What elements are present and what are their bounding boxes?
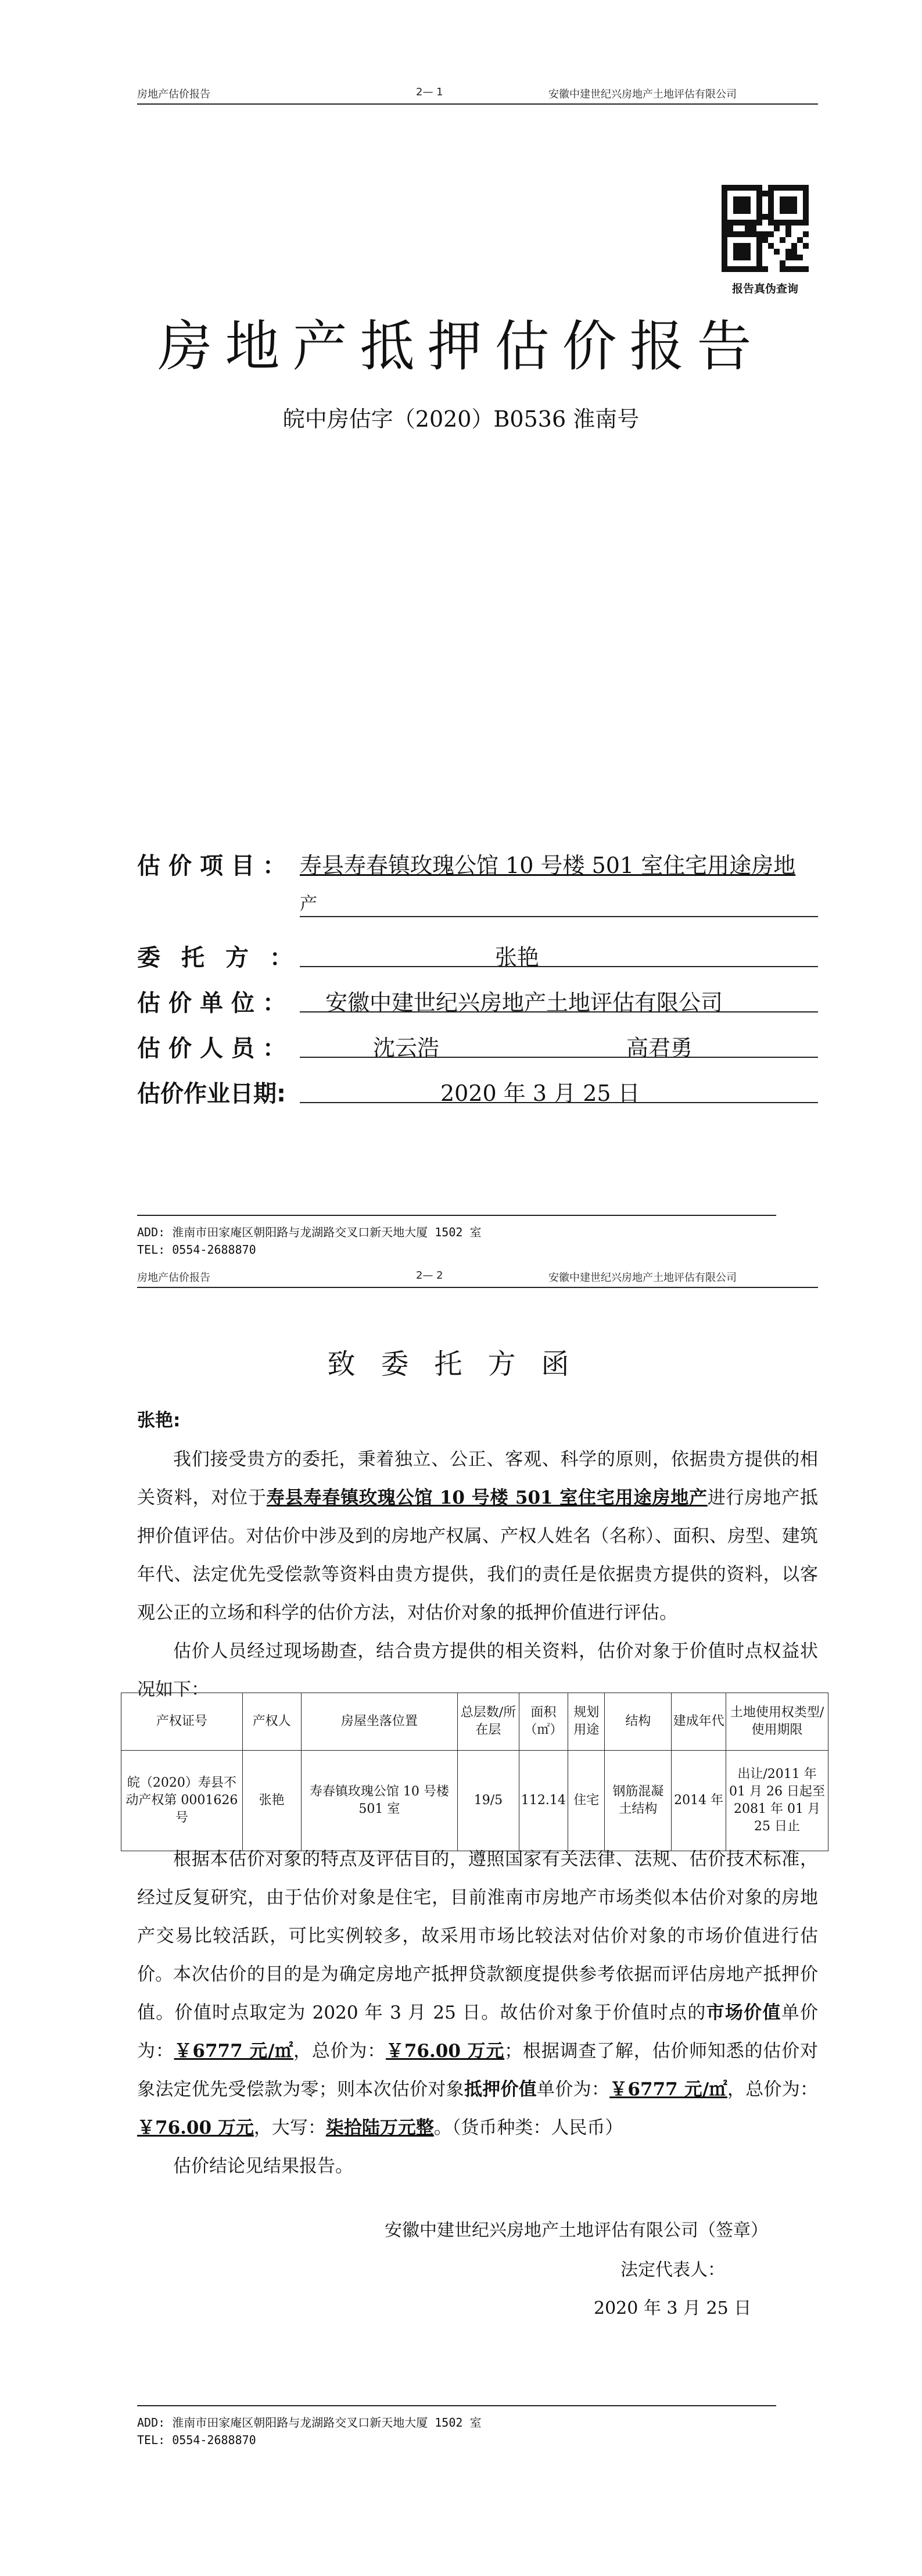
page2-header-right: 安徽中建世纪兴房地产土地评估有限公司 — [548, 1272, 737, 1284]
page2-header-left: 房地产估价报告 — [137, 1272, 210, 1284]
page2-header-rule — [137, 1287, 818, 1288]
table-cell: 2014 年 — [672, 1751, 726, 1851]
page1-header-right: 安徽中建世纪兴房地产土地评估有限公司 — [548, 88, 737, 101]
letter-paragraph-1: 我们接受贵方的委托，秉着独立、公正、客观、科学的原则，依据贵方提供的相关资料，对位于寿县寿春镇玫瑰公馆 10 号楼 501 室住宅用途房地产进行房地产抵押价值评估。对估价中涉及到的房地产权属、产权人姓名（名称）、面积、房型、建筑年代、法定优先受偿款等资料由贵方提供，我们的责任是依据贵方提供的资料，以客观公正的立场和科学的估价方法，对估价对象的抵押价值进行评估。 — [137, 1449, 818, 1623]
field-underline-appraisers — [300, 1057, 818, 1058]
field-label-appraiser-unit: 估价单位： — [137, 990, 294, 1017]
page1-footer-tel: TEL: 0554-2688870 — [137, 1243, 256, 1257]
page1-footer-address: ADD: 淮南市田家庵区朝阳路与龙湖路交叉口新天地大厦 1502 室 — [137, 1225, 482, 1239]
field-value-appraiser-unit: 安徽中建世纪兴房地产土地评估有限公司 — [325, 990, 723, 1015]
table-cell: 皖（2020）寿县不动产权第 0001626 号 — [121, 1751, 243, 1851]
field-label-client: 委托方： — [137, 944, 314, 971]
field-label-work-date: 估价作业日期: — [137, 1081, 286, 1107]
table-header-row — [121, 1693, 828, 1751]
qr-code-icon — [722, 185, 809, 272]
table-cell: 出让/2011 年 01 月 26 日起至 2081 年 01 月 25 日止 — [726, 1751, 828, 1851]
letter-title: 致委托方函 — [327, 1348, 595, 1380]
table-header-cell: 结构 — [605, 1693, 672, 1751]
field-value-appraiser-1: 沈云浩 — [373, 1035, 440, 1061]
report-number: 皖中房估字（2020）B0536 淮南号 — [282, 406, 640, 432]
table-cell: 寿春镇玫瑰公馆 10 号楼 501 室 — [301, 1751, 458, 1851]
page1-header-left: 房地产估价报告 — [137, 88, 210, 101]
table-row — [121, 1751, 828, 1851]
page1-footer-rule — [137, 1215, 776, 1216]
field-underline-appraiser-unit — [300, 1011, 818, 1012]
signature-company: 安徽中建世纪兴房地产土地评估有限公司（签章） — [385, 2220, 768, 2241]
signature-legal-rep: 法定代表人： — [620, 2260, 725, 2280]
letter-paragraph-2: 估价人员经过现场勘查，结合贵方提供的相关资料，估价对象于价值时点权益状况如下： — [137, 1641, 818, 1700]
page2-header-page-number: 2— 2 — [416, 1269, 443, 1282]
letter-salutation: 张艳: — [137, 1410, 181, 1431]
table-header-cell: 建成年代 — [672, 1693, 726, 1751]
page1-header-page-number: 2— 1 — [416, 86, 443, 98]
table-cell: 钢筋混凝土结构 — [605, 1751, 672, 1851]
table-header-cell: 产权人 — [242, 1693, 301, 1751]
table-header-cell: 规划用途 — [568, 1693, 605, 1751]
field-value-work-date: 2020 年 3 月 25 日 — [440, 1081, 640, 1106]
field-underline-client — [300, 966, 818, 967]
letter-paragraph-3: 根据本估价对象的特点及评估目的，遵照国家有关法律、法规、估价技术标准，经过反复研究，由于估价对象是住宅，目前淮南市房地产市场类似本估价对象的房地产交易比较活跃，可比实例较多，故采用市场比较法对估价对象的市场价值进行估价。 — [137, 1849, 818, 1985]
signature-date: 2020 年 3 月 25 日 — [594, 2298, 752, 2319]
letter-paragraph-4: 本次估价的目的是为确定房地产抵押贷款额度提供参考依据而评估房地产抵押价值。价值时点取定为 2020 年 3 月 25 日。故估价对象于价值时点的市场价值单价为：￥6777 元/㎡，总价为：￥76.00 万元；根据调查了解，估价师知悉的估价对象法定优先受偿款为零；则本次估价对象抵押价值单价为：￥6777 元/㎡，总价为：￥76.00 万元，大写：柒拾陆万元整。（货币种类：人民币） — [137, 1964, 819, 2138]
field-value-client: 张艳 — [495, 944, 540, 970]
field-value-appraiser-2: 高君勇 — [626, 1035, 693, 1061]
page2-footer-tel: TEL: 0554-2688870 — [137, 2433, 256, 2447]
table-cell: 112.14 — [519, 1751, 568, 1851]
table-cell: 19/5 — [458, 1751, 519, 1851]
table-header-cell: 总层数/所在层 — [458, 1693, 519, 1751]
page2-footer-rule — [137, 2405, 776, 2406]
table-header-cell: 土地使用权类型/使用期限 — [726, 1693, 828, 1751]
table-cell: 张艳 — [242, 1751, 301, 1851]
field-label-appraisers: 估价人员： — [137, 1035, 294, 1062]
page1-header-rule — [137, 103, 818, 105]
field-label-project: 估价项目： — [137, 853, 294, 879]
field-underline-project — [300, 916, 818, 917]
field-underline-work-date — [300, 1102, 818, 1103]
table-header-cell: 房屋坐落位置 — [301, 1693, 458, 1751]
letter-paragraph-5: 估价结论见结果报告。 — [173, 2156, 353, 2177]
report-title: 房地产抵押估价报告 — [157, 315, 765, 378]
property-info-table — [121, 1693, 828, 1851]
table-header-cell: 面积（㎡） — [519, 1693, 568, 1751]
field-value-project-continued: 产 — [300, 894, 317, 914]
table-cell: 住宅 — [568, 1751, 605, 1851]
field-value-project: 寿县寿春镇玫瑰公馆 10 号楼 501 室住宅用途房地 — [300, 853, 796, 878]
page2-footer-address: ADD: 淮南市田家庵区朝阳路与龙湖路交叉口新天地大厦 1502 室 — [137, 2416, 482, 2430]
qr-code-label: 报告真伪查询 — [731, 282, 798, 295]
table-header-cell: 产权证号 — [121, 1693, 243, 1751]
